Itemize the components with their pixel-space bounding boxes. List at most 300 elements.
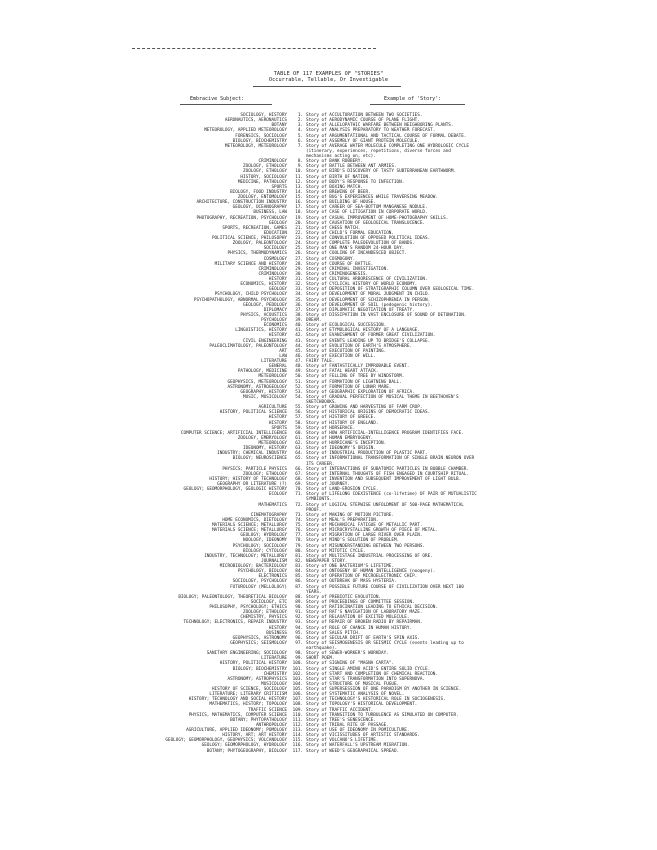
story-cell: Story of CHILD'S FORMAL EDUCATION.	[306, 230, 394, 236]
subject-cell: CIVIL ENGINEERING	[243, 338, 287, 344]
subject-cell: DIPLOMACY	[263, 307, 287, 313]
top-dashed-rule	[132, 48, 376, 49]
number-cell: 65.	[295, 456, 303, 462]
subject-cell: BOTANY; PHYTOPATHOLOGY	[230, 717, 287, 723]
subject-cell: MICROBIOLOGY; BACTERIOLOGY	[219, 564, 287, 569]
story-cell: Story of TRAFFIC ACCIDENT.	[306, 707, 374, 713]
story-cell: Story of BUILDING OF HOUSE.	[306, 200, 376, 206]
story-cell: Story of GRADUAL PERFECTION OF MUSICAL THEME IN BEETHOVEN'S	[306, 394, 459, 400]
number-cell: 103.	[292, 676, 303, 682]
story-cell: Story of LAND-EROSION CYCLE.	[306, 487, 379, 493]
number-cell: 1.	[297, 113, 303, 118]
subject-cell: GEOLOGY, OCEANOGRAPHY	[232, 205, 287, 211]
number-cell: 113.	[292, 728, 303, 733]
subject-cell: SOCIOLOGY, PSYCHOLOGY	[232, 579, 287, 585]
story-cell: Story of MICROCRYSTALLINE GROWTH OF PIECE OF METAL.	[306, 528, 438, 534]
story-cell: Story of DIPLOMATIC NEGOTIATION OF TREATY.	[306, 307, 415, 313]
story-cell: PROOF.	[306, 507, 322, 513]
number-cell: 93.	[295, 620, 303, 626]
subject-cell: PSYCHOPATHOLOGY, ABNORMAL PSYCHOLOGY	[193, 297, 287, 303]
number-cell: 45.	[295, 348, 303, 354]
story-cell: Story of MEAL'S PREPARATION.	[306, 517, 379, 523]
number-cell: 20.	[295, 220, 303, 226]
subject-cell: LITERATURE	[261, 359, 287, 364]
story-cell: Story of MITOTIC CYCLE.	[306, 548, 366, 554]
number-cell: 96.	[295, 635, 303, 641]
subject-cell: ZOOLOGY, ETHOLOGY	[243, 169, 287, 175]
story-cell: Story of CYCLICAL HISTORY OF WORLD ECONOMY.	[306, 282, 418, 288]
story-cell: Story of CAREER OF SEA-BOTTOM MANGANESE NODULE.	[306, 205, 428, 211]
story-cell: Story of INTERNAL THOUGHTS OF FISH ENGAGED IN COURTSHIP RITUAL.	[306, 471, 469, 477]
number-cell: 89.	[295, 599, 303, 605]
story-cell: Story of ROLE OF CHANCE IN HUMAN HISTORY.	[306, 625, 413, 631]
subject-cell: ASTRONOMY; ASTROPHYSICS	[227, 676, 287, 682]
number-cell: 76.	[295, 528, 303, 534]
story-cell: Story of SIGNING OF "MAGNA CARTA".	[306, 661, 394, 667]
subject-cell: GEOLOGY	[268, 220, 287, 226]
subject-cell: MEDICINE, PATHOLOGY	[237, 179, 287, 185]
subject-cell: GEOPHYSICS; SEISMOLOGY	[230, 640, 287, 646]
number-cell: 62.	[295, 441, 303, 446]
subject-cell: MUSIC, MUSICOLOGY	[243, 394, 287, 400]
story-cell: Story of HISTORICAL ORIGINS OF DEMOCRATIC IDEAS.	[306, 410, 431, 416]
story-cell: Story of INVENTION AND SUBSEQUENT IMPROVEMENT OF LIGHT BULB.	[306, 476, 462, 482]
story-cell: Story of SALES PITCH.	[306, 630, 361, 636]
story-cell: Story of REPAIR OF BROKEN RADIO BY REPAIRMAN.	[306, 620, 423, 626]
subject-cell: MUSICOLOGY	[261, 681, 287, 687]
subject-cell: BIOLOGY, BIOCHEMISTRY	[232, 138, 287, 144]
story-cell: SHORT POEM.	[306, 656, 335, 662]
subject-cell: ECONOMICS, HISTORY	[240, 282, 287, 288]
story-cell: Story of FELLING OF TREE BY WINDSTORM.	[306, 374, 405, 380]
number-cell: 28.	[295, 261, 303, 267]
subject-cell: MATERIALS SCIENCE; METALLURGY	[211, 523, 287, 528]
number-cell: 18.	[295, 210, 303, 216]
subject-cell: MATERIALS SCIENCE; METALLURGY	[211, 528, 287, 534]
number-cell: 35.	[295, 297, 303, 303]
subject-cell: METEOROLOGY	[258, 374, 287, 380]
column-header-story: Example of 'Story':	[384, 96, 442, 102]
story-cell: Story of BIRTH OF NATION.	[306, 174, 371, 180]
number-cell: 6.	[297, 138, 303, 144]
story-cell: Story of HORSERACE.	[306, 425, 356, 431]
subject-cell: GEOGRAPHY, HISTORY	[240, 389, 287, 395]
story-cell: Story of HISTORY OF ENGLAND.	[306, 420, 379, 426]
number-cell: 55.	[295, 405, 303, 411]
subject-cell: PSYCHOLOGY; SOCIOLOGY	[232, 543, 287, 549]
subject-cell: PHOTOGRAPHY, RECREATION, PSYCHOLOGY	[196, 215, 287, 221]
number-cell: 72.	[295, 502, 303, 508]
story-cell: Story of CAUSATION OF GEOLOGICAL TRANSLUCENCE.	[306, 220, 425, 226]
story-cell: DREAM.	[306, 318, 322, 323]
number-cell: 64.	[295, 451, 303, 457]
subject-cell: FORENSICS, SOCIOLOGY	[235, 133, 287, 139]
column-header-subject-rule	[180, 104, 272, 105]
subject-cell: HOME ECONOMICS, DIETOLOGY	[222, 517, 287, 523]
number-cell: 102.	[292, 671, 303, 677]
story-cell: YEARS.	[306, 589, 322, 595]
number-cell: 115.	[292, 738, 303, 744]
subject-cell: ART	[279, 348, 287, 354]
subject-cell: HISTORY, SOCIOLOGY	[240, 174, 287, 180]
story-cell: Story of ALLELOPATHIC WARFARE BETWEEN NEIGHBORING PLANTS.	[306, 123, 454, 129]
number-cell: 60.	[295, 430, 303, 436]
story-cell: Story of AVERAGE WATER MOLECULE COMPLETING ONE HYDROLOGIC CYCLE	[306, 143, 469, 149]
story-cell: Story of MIGRATION OF LARGE RIVER OVER PLAIN.	[306, 533, 423, 539]
story-cell: Story of SYSTEMATIC ANALYSIS OF NOVEL.	[306, 692, 405, 698]
story-cell: NEWSPAPER STORY.	[306, 558, 348, 564]
subject-cell: HISTORY; TECHNOLOGY AND SOCIAL HISTORY	[188, 697, 287, 703]
story-cell: Story of CASE OF LITIGATION IN CORPORATE WORLD.	[306, 210, 428, 216]
number-cell: 41.	[295, 328, 303, 334]
subject-cell: ZOOLOGY, EMBRYOLOGY	[237, 435, 287, 441]
document-title: TABLE OF 117 EXAMPLES OF "STORIES"	[273, 71, 384, 77]
story-cell: Story of SINGLE AMINO ACID'S ENTIRE SOLID CYCLE.	[306, 666, 431, 672]
subject-cell: PHILOSOPHY, PSYCHOLOGY; ETHICS	[209, 605, 287, 610]
story-cell: Story of COURSE OF BATTLE.	[306, 261, 374, 267]
number-cell: 33.	[295, 287, 303, 293]
subject-cell: SPORTS, RECREATION, GAMES	[222, 225, 287, 231]
subject-cell: ZOOLOGY, ENTOMOLOGY	[237, 195, 287, 200]
subject-cell: MILITARY SCIENCE AND HISTORY	[214, 261, 287, 267]
number-cell: 95.	[295, 630, 303, 636]
number-cell: 10.	[295, 169, 303, 175]
story-cell: Story of ETYMOLOGICAL HISTORY OF A LANGUAGE.	[306, 328, 420, 334]
story-cell: Story of AERODYNAMIC COURSE OF PLANE FLIGHT.	[306, 118, 420, 124]
number-cell: 77.	[295, 533, 303, 539]
story-cell: Story of WATERFALL'S UPSTREAM MIGRATION.	[306, 743, 410, 749]
number-cell: 23.	[295, 236, 303, 241]
subject-cell: HISTORY	[268, 420, 287, 426]
story-cell: Story of POSSIBLE FUTURE COURSE OF CIVILIZATION OVER NEXT 100	[306, 584, 464, 590]
story-cell: Story of OPERATION OF MICROELECTRONIC CHIP.	[306, 574, 418, 580]
subject-cell: BOTANY	[271, 123, 287, 129]
number-cell: 105.	[292, 687, 303, 692]
subject-cell: ARCHITECTURE, CONSTRUCTION INDUSTRY	[196, 200, 287, 206]
subject-cell: METEOROLOGY, APPLIED METEOROLOGY	[204, 128, 287, 134]
number-cell: 54.	[295, 394, 303, 400]
story-cell: Story of ACCULTURATION BETWEEN TWO SOCIETIES.	[306, 113, 423, 118]
story-cell: Story of BIRD'S DISCOVERY OF TASTY SUBTERRANEAN EARTHWORM.	[306, 169, 457, 175]
number-cell: 13.	[295, 184, 303, 190]
number-cell: 91.	[295, 610, 303, 616]
subject-cell: HISTORY	[268, 625, 287, 631]
story-cell: Story of ARGUMENTATIONAL AND TACTICAL COURSE OF FORMAL DEBATE.	[306, 133, 467, 139]
story-cell: Story of CASUAL IMPROVEMENT OF HOME-PHOTOGRAPHY SKILLS.	[306, 215, 449, 221]
subject-cell: BUSINESS	[266, 630, 287, 636]
subject-cell: PHYSICS, MATHEMATICS, COMPUTER SCIENCE	[188, 712, 287, 718]
number-cell: 14.	[295, 189, 303, 195]
number-cell: 78.	[295, 538, 303, 544]
story-cell: Story of PREBIOTIC EVOLUTION.	[306, 594, 382, 600]
story-cell: Story of TRIBAL RITE OF PASSAGE.	[306, 722, 389, 728]
story-cell: Story of TRANSITION TO TURBULENCE AS SIMULATED ON COMPUTER.	[306, 712, 459, 718]
number-cell: 34.	[295, 292, 303, 298]
story-cell: Story of HURRICANE'S INCEPTION.	[306, 441, 387, 446]
story-cell: Story of OUTBREAK OF MASS HYSTERIA.	[306, 579, 397, 585]
story-cell: Story of CRIMINAL INVESTIGATION.	[306, 266, 389, 272]
number-cell: 88.	[295, 594, 303, 600]
number-cell: 109.	[292, 707, 303, 713]
number-cell: 98.	[295, 651, 303, 657]
subject-cell: HISTORY, ART; ART HISTORY	[222, 733, 287, 739]
number-cell: 74.	[295, 517, 303, 523]
subject-cell: CRIMINOLOGY	[258, 271, 287, 277]
number-cell: 117.	[292, 748, 303, 754]
story-cell: Story of SEISMOGENESIS OR SEISMIC CYCLE (events leading up to	[306, 640, 464, 646]
story-cell: Story of ECOLOGICAL SUCCESSION.	[306, 323, 387, 329]
column-header-subject: Embracive Subject:	[190, 96, 245, 102]
subject-cell: ASTRONOMY, ASTROGEOLOGY	[227, 384, 287, 390]
number-cell: 3.	[297, 123, 303, 129]
number-cell: 9.	[297, 164, 303, 170]
subject-cell: LAW	[279, 353, 287, 359]
subject-cell: GEOLOGY; GEOMORPHOLOGY, GEOLOGIC HISTORY	[183, 487, 287, 493]
subject-cell: LITERATURE	[261, 656, 287, 662]
subject-cell: GEOLOGY; HYDROLOGY	[240, 533, 287, 539]
story-cell: Story of BREWING OF BEER.	[306, 189, 371, 195]
subject-cell: GEOLOGY; GEOMORPHOLOGY, HYDROLOGY	[201, 743, 287, 749]
story-cell: Story of GROWING AND HARVESTING OF FARM CROP.	[306, 405, 423, 411]
number-cell: 97.	[295, 640, 303, 646]
number-cell: 83.	[295, 564, 303, 569]
number-cell: 29.	[295, 266, 303, 272]
story-cell: Story of PROCEEDINGS OF COMMITTEE SESSION.	[306, 599, 415, 605]
story-cell: Story of LIFELONG COEXISTENCE (co-lifetime) OF PAIR OF MUTUALISTIC	[306, 492, 477, 498]
document-subtitle: Occurrable, Tellable, Or Investigable	[268, 77, 389, 83]
subject-cell: LINGUISTICS, HISTORY	[235, 328, 287, 334]
number-cell: 85.	[295, 574, 303, 580]
subject-cell: HISTORY OF SCIENCE, SOCIOLOGY	[211, 687, 287, 692]
subject-cell: SANITARY ENGINEERING; SOCIOLOGY	[206, 651, 287, 657]
subject-cell: ECONOMICS	[263, 323, 287, 329]
subject-cell: COSMOLOGY	[263, 256, 287, 262]
story-cell: Story of LOGICAL STEPWISE UNFOLDMENT OF 500-PAGE MATHEMATICAL	[306, 502, 464, 508]
story-cell: Story of VOLCANO'S LIFETIME.	[306, 738, 379, 744]
story-cell: Story of EXECUTION OF WILL.	[306, 353, 376, 359]
story-table	[0, 113, 657, 754]
number-cell: 84.	[295, 569, 303, 575]
story-cell: Story of TECHNOLOGY'S HISTORICAL ROLE IN SOCIOGENESIS.	[306, 697, 446, 703]
title-underline	[253, 86, 401, 87]
story-cell: Story of DEVELOPMENT OF SOIL (pedogenic history).	[306, 302, 433, 308]
story-cell: Story of MULTISTAGE INDUSTRIAL PROCESSING OF ORE.	[306, 553, 433, 559]
subject-cell: SPORTS	[271, 184, 287, 190]
number-cell: 92.	[295, 615, 303, 621]
subject-cell: ELECTRONICS	[258, 574, 287, 580]
subject-cell: LITERATURE; LITERARY CRITICISM	[209, 692, 287, 698]
number-cell: 70.	[295, 487, 303, 493]
story-cell: Story of START AND COMPLETION OF CHEMICAL REACTION.	[306, 671, 438, 677]
subject-cell: PALEOCLIMATOLOGY, PALEONTOLOGY	[209, 343, 287, 349]
story-cell: Story of RELAXATION OF EXCITED MOLECULE.	[306, 615, 410, 621]
story-cell: Story of CRIMINOGENESIS.	[306, 271, 369, 277]
story-cell: Story of DISSIPATION IN VAST ENCLOSURE OF SOUND OF DETONATION.	[306, 312, 467, 318]
subject-cell: PHYSICS, ACOUSTICS	[240, 312, 287, 318]
subject-cell: BIOLOGY; CYTOLOGY	[243, 548, 287, 554]
story-cell: Story of BOXING MATCH.	[306, 184, 363, 190]
subject-cell: BIOLOGY, FOOD INDUSTRY	[230, 189, 287, 195]
subject-cell: PSYCHOLOGY, CHILD PSYCHOLOGY	[214, 292, 287, 298]
number-cell: 53.	[295, 389, 303, 395]
story-cell: mechanisms acting on, etc).	[306, 154, 376, 159]
story-cell: Story of ONTOGENY OF HUMAN INTELLIGENCE (noogeny).	[306, 569, 436, 575]
number-cell: 69.	[295, 482, 303, 487]
story-cell: Story of INTERACTIONS OF SUBATOMIC PARTICLES IN BUBBLE CHAMBER.	[306, 466, 469, 472]
number-cell: 94.	[295, 625, 303, 631]
subject-cell: HISTORY; HISTORY OF TECHNOLOGY	[209, 476, 287, 482]
number-cell: 19.	[295, 215, 303, 221]
number-cell: 59.	[295, 425, 303, 431]
story-cell: Story of MAKING OF MOTION PICTURE.	[306, 512, 394, 518]
number-cell: 44.	[295, 343, 303, 349]
number-cell: 7.	[297, 143, 303, 149]
number-cell: 48.	[295, 364, 303, 370]
subject-cell: BIOLOGY; BIOCHEMISTRY	[232, 666, 287, 672]
story-cell: earthquake).	[306, 646, 338, 651]
number-cell: 71.	[295, 492, 303, 498]
story-cell: Story of MISUNDERSTANDING BETWEEN TWO PERSONS.	[306, 543, 425, 549]
column-header-story-rule	[370, 104, 465, 105]
story-cell: Story of TREE'S SENESCENCE.	[306, 717, 376, 723]
subject-cell: BIOLOGY; NEUROSCIENCE	[232, 456, 287, 462]
number-cell: 90.	[295, 605, 303, 610]
number-cell: 8.	[297, 159, 303, 165]
number-cell: 17.	[295, 205, 303, 211]
subject-cell: AGRICULTURE, APPLIED IDEONOMY; POMOLOGY	[186, 728, 287, 733]
subject-cell: PHYSICS, THERMODYNAMICS	[227, 251, 287, 257]
story-cell: Story of STRUCTURE OF MUSICAL FUGUE.	[306, 681, 400, 687]
subject-cell: GEOLOGY; GEOMORPHOLOGY, GEOPHYSICS; VOLCANOLOGY	[165, 738, 287, 744]
number-cell: 112.	[292, 722, 303, 728]
subject-cell: GEOPHYSICS, METEOROLOGY	[227, 379, 287, 385]
subject-cell: FUTUROLOGY (MELLOLOGY)	[230, 584, 287, 590]
story-cell: Story of HOW ARTIFICIAL-INTELLIGENCE PROGRAM IDENTIFIES FACE.	[306, 430, 464, 436]
story-cell: Story of EVANISHMENT OF FORMER GREAT CIVILIZATION.	[306, 333, 436, 339]
story-cell: Story of USE OF IDEONOMY IN POMICULTURE.	[306, 728, 410, 733]
story-cell: Story of DEVELOPMENT OF MORAL JUDGMENT IN CHILD.	[306, 292, 431, 298]
number-cell: 66.	[295, 466, 303, 472]
subject-cell: TECHNOLOGY; ELECTRONICS, REPAIR INDUSTRY	[183, 620, 287, 626]
subject-cell: CHEMISTRY, PHYSICS	[240, 615, 287, 621]
story-cell: Story of FATAL HEART ATTACK.	[306, 369, 379, 375]
story-cell: Story of ONE MAN'S RANDOM 24-HOUR DAY.	[306, 246, 405, 252]
subject-cell: MATHEMATICS, HISTORY; TOPOLOGY	[209, 702, 287, 708]
number-cell: 52.	[295, 384, 303, 390]
story-cell: FAIRY TALE.	[306, 359, 335, 364]
story-cell: Story of SUPERSESSION OF ONE PARADIGM BY ANOTHER IN SCIENCE.	[306, 687, 462, 692]
subject-cell: HISTORY, POLITICAL HISTORY	[219, 661, 287, 667]
subject-cell: CINEMATOGRAPHY	[250, 512, 287, 518]
number-cell: 79.	[295, 543, 303, 549]
subject-cell: PATHOLOGY, MEDICINE	[237, 369, 287, 375]
number-cell: 42.	[295, 333, 303, 339]
number-cell: 67.	[295, 471, 303, 477]
number-cell: 26.	[295, 251, 303, 257]
subject-cell: ZOOLOGY; ETHOLOGY	[243, 471, 287, 477]
number-cell: 11.	[295, 174, 303, 180]
story-cell: Story of RATIOCINATION LEADING TO ETHICAL DECISION.	[306, 605, 438, 610]
subject-cell: MATHEMATICS	[258, 502, 287, 508]
story-cell: ITS CAREER.	[306, 461, 335, 467]
subject-cell: METEOROLOGY	[258, 441, 287, 446]
number-cell: 32.	[295, 282, 303, 288]
subject-cell: CHEMISTRY	[263, 671, 287, 677]
story-cell: Story of EVOLUTION OF EARTH'S ATMOSPHERE.	[306, 343, 413, 349]
number-cell: 108.	[292, 702, 303, 708]
subject-cell: NOOLOGY, IDEONOMY	[243, 538, 287, 544]
number-cell: 110.	[292, 712, 303, 718]
subject-cell: ZOOLOGY, PALEONTOLOGY	[232, 241, 287, 247]
number-cell: 12.	[295, 179, 303, 185]
story-cell: Story of COMPLETE PALEOEVOLUTION OF BANDS.	[306, 241, 415, 247]
subject-cell: PSYCHOLOGY	[261, 318, 287, 323]
subject-cell: GENERAL	[268, 364, 287, 370]
story-cell: Story of CHESS MATCH.	[306, 225, 361, 231]
story-cell: Story of MECHANICAL FATIGUE OF METALLIC PART.	[306, 523, 423, 528]
number-cell: 56.	[295, 410, 303, 416]
story-cell: Story of IDEONOMY'S ORIGIN.	[306, 446, 376, 452]
number-cell: 81.	[295, 553, 303, 559]
number-cell: 104.	[292, 681, 303, 687]
number-cell: 75.	[295, 523, 303, 528]
story-cell: Story of BODY'S RESPONSE TO INFECTION.	[306, 179, 405, 185]
number-cell: 25.	[295, 246, 303, 252]
story-cell: Story of ANALYSIS PREPARATORY TO WEATHER FORECAST.	[306, 128, 436, 134]
number-cell: 106.	[292, 692, 303, 698]
subject-cell: AGRICULTURE	[258, 405, 287, 411]
subject-cell: BUSINESS, LAW	[253, 210, 287, 216]
story-cell: Story of CONVOLUTION OF OPPOSED POLITICAL IDEAS.	[306, 236, 431, 241]
subject-cell: HISTORY, POLITICAL SCIENCE	[219, 410, 287, 416]
number-cell: 114.	[292, 733, 303, 739]
story-cell: Story of FANTASTICALLY IMPROBABLE EVENT.	[306, 364, 410, 370]
number-cell: 24.	[295, 241, 303, 247]
table-row	[0, 749, 657, 754]
subject-cell: SOCIOLOGY, ETC	[250, 599, 287, 605]
story-cell: SKETCHBOOKS.	[306, 400, 338, 405]
subject-cell: HISTORY	[268, 333, 287, 339]
number-cell: 37.	[295, 307, 303, 313]
story-cell: Story of COOLING OF INCANDESCED OBJECT.	[306, 251, 407, 257]
story-cell: Story of BUG'S EXPERIENCES WHILE TRAVERSING MEADOW.	[306, 195, 438, 200]
number-cell: 36.	[295, 302, 303, 308]
subject-cell: BIOLOGY; PALEONTOLOGY, THEORETICAL BIOLOGY	[178, 594, 287, 600]
number-cell: 116.	[292, 743, 303, 749]
number-cell: 50.	[295, 374, 303, 380]
number-cell: 27.	[295, 256, 303, 262]
subject-cell: METEOROLOGY, METEOROLOGY	[224, 143, 287, 149]
story-cell: Story of SEWER-WORKER'S WORKDAY.	[306, 651, 389, 657]
subject-cell: SOCIOLOGY	[263, 246, 287, 252]
subject-cell: ZOOLOGY; ETHOLOGY	[243, 610, 287, 616]
story-cell: SYMBIONTS.	[306, 497, 332, 503]
number-cell: 101.	[292, 666, 303, 672]
number-cell: 21.	[295, 225, 303, 231]
number-cell: 80.	[295, 548, 303, 554]
subject-cell: EDUCATION	[263, 230, 287, 236]
story-cell: Story of DEVELOPMENT OF SCHIZOPHRENIA IN PERSON.	[306, 297, 431, 303]
subject-cell: GEOLOGY, PEDOLOGY	[243, 302, 287, 308]
story-cell: Story of INFORMATIONAL TRANSFORMATION OF SINGLE BRAIN NEURON OVER	[306, 456, 475, 462]
story-cell: Story of HUMAN EMBRYOGENY.	[306, 435, 374, 441]
number-cell: 61.	[295, 435, 303, 441]
number-cell: 99.	[295, 656, 303, 662]
number-cell: 49.	[295, 369, 303, 375]
story-cell: Story of WEED'S GEOGRAPHICAL SPREAD.	[306, 748, 400, 754]
subject-cell: PHYSICS; PARTICLE PHYSICS	[222, 466, 287, 472]
number-cell: 63.	[295, 446, 303, 452]
